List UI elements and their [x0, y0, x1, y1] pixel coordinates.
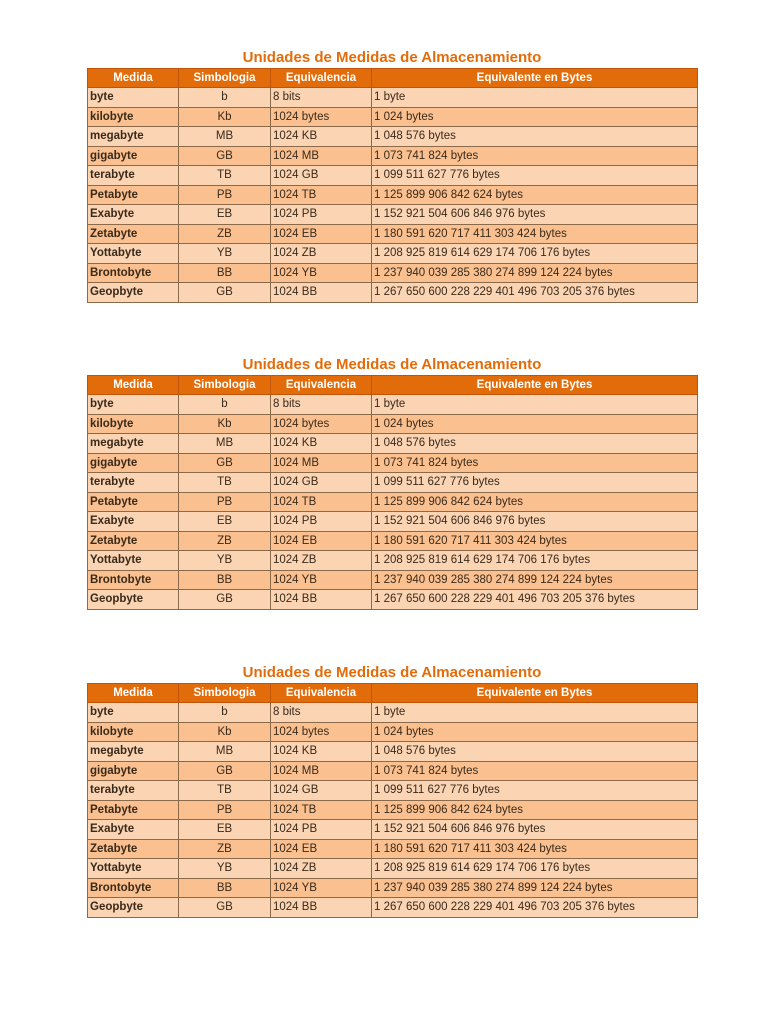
table-row — [88, 88, 698, 108]
unit-equivalence-cell: 1024 PB — [271, 512, 372, 532]
table-row — [88, 722, 698, 742]
unit-symbol-cell: YB — [179, 551, 271, 571]
table-row — [88, 414, 698, 434]
unit-equivalence-cell: 1024 KB — [271, 742, 372, 762]
unit-symbol-cell: GB — [179, 590, 271, 610]
unit-equivalence-cell: 1024 EB — [271, 224, 372, 244]
unit-equivalence-cell: 1024 MB — [271, 146, 372, 166]
unit-name-cell: Yottabyte — [88, 244, 179, 264]
unit-equivalence-cell: 1024 PB — [271, 820, 372, 840]
unit-symbol-cell: b — [179, 88, 271, 108]
unit-equivalence-cell: 1024 TB — [271, 185, 372, 205]
table-row — [88, 839, 698, 859]
table-row — [88, 453, 698, 473]
unit-symbol-cell: ZB — [179, 839, 271, 859]
unit-bytes-cell: 1 237 940 039 285 380 274 899 124 224 bytes — [372, 570, 698, 590]
unit-bytes-cell: 1 152 921 504 606 846 976 bytes — [372, 512, 698, 532]
header-simbologia: Simbologia — [179, 684, 271, 703]
block-title: Unidades de Medidas de Almacenamiento — [242, 664, 542, 681]
unit-name-cell: megabyte — [88, 127, 179, 147]
unit-bytes-cell: 1 152 921 504 606 846 976 bytes — [372, 820, 698, 840]
table-header-row — [88, 376, 698, 395]
unit-bytes-cell: 1 099 511 627 776 bytes — [372, 166, 698, 186]
header-equivalente-bytes: Equivalente en Bytes — [372, 69, 698, 88]
table-row — [88, 185, 698, 205]
unit-name-cell: byte — [88, 703, 179, 723]
unit-equivalence-cell: 1024 EB — [271, 531, 372, 551]
unit-name-cell: Yottabyte — [88, 551, 179, 571]
table-row — [88, 107, 698, 127]
unit-equivalence-cell: 1024 EB — [271, 839, 372, 859]
unit-bytes-cell: 1 099 511 627 776 bytes — [372, 781, 698, 801]
unit-equivalence-cell: 1024 KB — [271, 127, 372, 147]
unit-equivalence-cell: 8 bits — [271, 703, 372, 723]
unit-name-cell: megabyte — [88, 434, 179, 454]
storage-units-table — [87, 68, 698, 303]
table-row — [88, 703, 698, 723]
unit-name-cell: gigabyte — [88, 146, 179, 166]
unit-name-cell: terabyte — [88, 473, 179, 493]
unit-name-cell: Brontobyte — [88, 570, 179, 590]
unit-bytes-cell: 1 073 741 824 bytes — [372, 761, 698, 781]
unit-bytes-cell: 1 byte — [372, 703, 698, 723]
table-row — [88, 570, 698, 590]
table-row — [88, 512, 698, 532]
table-header-row — [88, 69, 698, 88]
unit-name-cell: Petabyte — [88, 800, 179, 820]
unit-symbol-cell: PB — [179, 185, 271, 205]
unit-equivalence-cell: 1024 GB — [271, 166, 372, 186]
unit-symbol-cell: GB — [179, 283, 271, 303]
unit-symbol-cell: Kb — [179, 414, 271, 434]
header-medida: Medida — [88, 376, 179, 395]
unit-bytes-cell: 1 byte — [372, 88, 698, 108]
header-equivalencia: Equivalencia — [271, 684, 372, 703]
unit-equivalence-cell: 1024 KB — [271, 434, 372, 454]
unit-name-cell: megabyte — [88, 742, 179, 762]
unit-bytes-cell: 1 048 576 bytes — [372, 127, 698, 147]
unit-bytes-cell: 1 208 925 819 614 629 174 706 176 bytes — [372, 551, 698, 571]
table-row — [88, 800, 698, 820]
unit-symbol-cell: TB — [179, 166, 271, 186]
unit-name-cell: Brontobyte — [88, 263, 179, 283]
unit-symbol-cell: GB — [179, 898, 271, 918]
unit-bytes-cell: 1 180 591 620 717 411 303 424 bytes — [372, 531, 698, 551]
unit-name-cell: terabyte — [88, 166, 179, 186]
table-row — [88, 146, 698, 166]
unit-symbol-cell: GB — [179, 761, 271, 781]
unit-equivalence-cell: 1024 TB — [271, 800, 372, 820]
unit-bytes-cell: 1 125 899 906 842 624 bytes — [372, 185, 698, 205]
unit-bytes-cell: 1 099 511 627 776 bytes — [372, 473, 698, 493]
unit-bytes-cell: 1 180 591 620 717 411 303 424 bytes — [372, 224, 698, 244]
unit-bytes-cell: 1 180 591 620 717 411 303 424 bytes — [372, 839, 698, 859]
storage-units-block — [87, 355, 697, 610]
unit-name-cell: Geopbyte — [88, 590, 179, 610]
unit-symbol-cell: EB — [179, 820, 271, 840]
unit-equivalence-cell: 1024 YB — [271, 878, 372, 898]
unit-bytes-cell: 1 267 650 600 228 229 401 496 703 205 376 bytes — [372, 898, 698, 918]
table-row — [88, 283, 698, 303]
unit-bytes-cell: 1 237 940 039 285 380 274 899 124 224 bytes — [372, 878, 698, 898]
unit-equivalence-cell: 1024 bytes — [271, 722, 372, 742]
header-equivalencia: Equivalencia — [271, 376, 372, 395]
unit-equivalence-cell: 1024 ZB — [271, 244, 372, 264]
unit-name-cell: Geopbyte — [88, 898, 179, 918]
unit-equivalence-cell: 1024 bytes — [271, 107, 372, 127]
unit-equivalence-cell: 8 bits — [271, 88, 372, 108]
unit-name-cell: Zetabyte — [88, 224, 179, 244]
table-header-row — [88, 684, 698, 703]
table-row — [88, 244, 698, 264]
block-title: Unidades de Medidas de Almacenamiento — [242, 356, 542, 373]
unit-symbol-cell: GB — [179, 453, 271, 473]
unit-name-cell: terabyte — [88, 781, 179, 801]
unit-symbol-cell: b — [179, 395, 271, 415]
unit-symbol-cell: ZB — [179, 224, 271, 244]
unit-symbol-cell: BB — [179, 263, 271, 283]
unit-name-cell: gigabyte — [88, 761, 179, 781]
table-row — [88, 742, 698, 762]
unit-symbol-cell: TB — [179, 781, 271, 801]
table-row — [88, 551, 698, 571]
table-row — [88, 224, 698, 244]
unit-bytes-cell: 1 024 bytes — [372, 414, 698, 434]
unit-equivalence-cell: 1024 PB — [271, 205, 372, 225]
unit-equivalence-cell: 1024 BB — [271, 590, 372, 610]
unit-symbol-cell: EB — [179, 205, 271, 225]
storage-units-table — [87, 683, 698, 918]
table-row — [88, 434, 698, 454]
unit-name-cell: kilobyte — [88, 414, 179, 434]
unit-equivalence-cell: 1024 GB — [271, 781, 372, 801]
table-row — [88, 898, 698, 918]
unit-equivalence-cell: 8 bits — [271, 395, 372, 415]
unit-equivalence-cell: 1024 YB — [271, 263, 372, 283]
table-row — [88, 473, 698, 493]
unit-symbol-cell: YB — [179, 244, 271, 264]
unit-equivalence-cell: 1024 MB — [271, 453, 372, 473]
unit-bytes-cell: 1 208 925 819 614 629 174 706 176 bytes — [372, 859, 698, 879]
unit-name-cell: byte — [88, 395, 179, 415]
unit-symbol-cell: PB — [179, 800, 271, 820]
unit-equivalence-cell: 1024 bytes — [271, 414, 372, 434]
storage-units-block — [87, 663, 697, 918]
unit-symbol-cell: PB — [179, 492, 271, 512]
table-row — [88, 878, 698, 898]
table-row — [88, 166, 698, 186]
unit-symbol-cell: BB — [179, 570, 271, 590]
unit-equivalence-cell: 1024 BB — [271, 283, 372, 303]
unit-equivalence-cell: 1024 MB — [271, 761, 372, 781]
table-row — [88, 820, 698, 840]
unit-bytes-cell: 1 024 bytes — [372, 107, 698, 127]
table-row — [88, 263, 698, 283]
unit-symbol-cell: b — [179, 703, 271, 723]
unit-symbol-cell: MB — [179, 434, 271, 454]
table-row — [88, 761, 698, 781]
header-medida: Medida — [88, 69, 179, 88]
unit-symbol-cell: Kb — [179, 107, 271, 127]
header-equivalencia: Equivalencia — [271, 69, 372, 88]
unit-equivalence-cell: 1024 GB — [271, 473, 372, 493]
unit-bytes-cell: 1 073 741 824 bytes — [372, 453, 698, 473]
storage-units-table — [87, 375, 698, 610]
unit-bytes-cell: 1 267 650 600 228 229 401 496 703 205 376 bytes — [372, 283, 698, 303]
header-simbologia: Simbologia — [179, 376, 271, 395]
unit-symbol-cell: YB — [179, 859, 271, 879]
unit-symbol-cell: EB — [179, 512, 271, 532]
unit-equivalence-cell: 1024 TB — [271, 492, 372, 512]
table-row — [88, 531, 698, 551]
unit-name-cell: Geopbyte — [88, 283, 179, 303]
unit-bytes-cell: 1 152 921 504 606 846 976 bytes — [372, 205, 698, 225]
unit-symbol-cell: MB — [179, 742, 271, 762]
unit-name-cell: kilobyte — [88, 722, 179, 742]
table-row — [88, 395, 698, 415]
unit-name-cell: Petabyte — [88, 185, 179, 205]
unit-bytes-cell: 1 048 576 bytes — [372, 742, 698, 762]
table-row — [88, 205, 698, 225]
unit-bytes-cell: 1 024 bytes — [372, 722, 698, 742]
unit-bytes-cell: 1 237 940 039 285 380 274 899 124 224 bytes — [372, 263, 698, 283]
unit-symbol-cell: GB — [179, 146, 271, 166]
header-simbologia: Simbologia — [179, 69, 271, 88]
unit-symbol-cell: BB — [179, 878, 271, 898]
unit-name-cell: Exabyte — [88, 205, 179, 225]
unit-symbol-cell: MB — [179, 127, 271, 147]
unit-equivalence-cell: 1024 BB — [271, 898, 372, 918]
unit-bytes-cell: 1 125 899 906 842 624 bytes — [372, 800, 698, 820]
unit-bytes-cell: 1 073 741 824 bytes — [372, 146, 698, 166]
storage-units-block — [87, 48, 697, 303]
unit-bytes-cell: 1 048 576 bytes — [372, 434, 698, 454]
unit-name-cell: kilobyte — [88, 107, 179, 127]
unit-name-cell: byte — [88, 88, 179, 108]
table-row — [88, 127, 698, 147]
unit-symbol-cell: Kb — [179, 722, 271, 742]
table-row — [88, 492, 698, 512]
block-title: Unidades de Medidas de Almacenamiento — [242, 49, 542, 66]
table-row — [88, 590, 698, 610]
header-equivalente-bytes: Equivalente en Bytes — [372, 684, 698, 703]
header-medida: Medida — [88, 684, 179, 703]
table-row — [88, 859, 698, 879]
unit-bytes-cell: 1 267 650 600 228 229 401 496 703 205 376 bytes — [372, 590, 698, 610]
unit-bytes-cell: 1 byte — [372, 395, 698, 415]
unit-name-cell: Exabyte — [88, 512, 179, 532]
unit-equivalence-cell: 1024 ZB — [271, 859, 372, 879]
unit-equivalence-cell: 1024 YB — [271, 570, 372, 590]
header-equivalente-bytes: Equivalente en Bytes — [372, 376, 698, 395]
table-row — [88, 781, 698, 801]
unit-bytes-cell: 1 208 925 819 614 629 174 706 176 bytes — [372, 244, 698, 264]
unit-name-cell: Zetabyte — [88, 531, 179, 551]
unit-name-cell: Brontobyte — [88, 878, 179, 898]
unit-bytes-cell: 1 125 899 906 842 624 bytes — [372, 492, 698, 512]
unit-symbol-cell: ZB — [179, 531, 271, 551]
unit-name-cell: Zetabyte — [88, 839, 179, 859]
unit-name-cell: Petabyte — [88, 492, 179, 512]
unit-equivalence-cell: 1024 ZB — [271, 551, 372, 571]
unit-name-cell: Exabyte — [88, 820, 179, 840]
unit-name-cell: Yottabyte — [88, 859, 179, 879]
unit-symbol-cell: TB — [179, 473, 271, 493]
unit-name-cell: gigabyte — [88, 453, 179, 473]
